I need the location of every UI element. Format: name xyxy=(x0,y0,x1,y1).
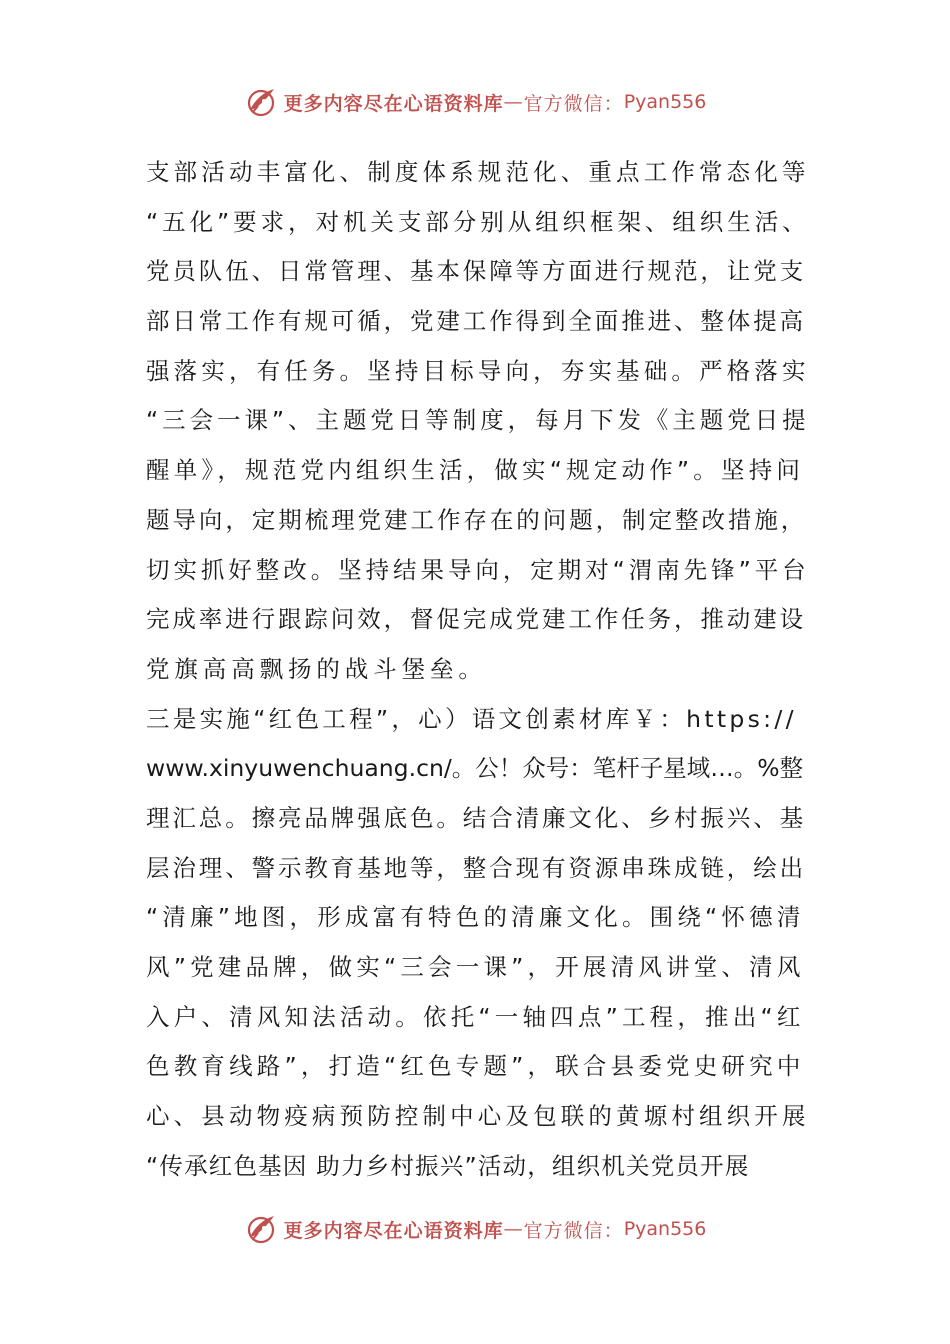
watermark-brand: 更多内容尽在心语资料库 xyxy=(283,92,504,115)
text-line: “五化”要求，对机关支部分别从组织框架、组织生活、 xyxy=(146,207,810,236)
watermark-separator: — xyxy=(503,91,524,113)
header-watermark xyxy=(0,82,950,122)
text-line: 党员队伍、日常管理、基本保障等方面进行规范，让党支 xyxy=(146,257,806,286)
text-line: “三会一课”、主题党日等制度，每月下发《主题党日提 xyxy=(146,406,810,435)
pen-nib-circle-icon xyxy=(244,84,280,120)
text-line: 题导向，定期梳理党建工作存在的问题，制定整改措施， xyxy=(146,505,808,534)
footer-watermark xyxy=(0,1209,950,1249)
text-line: 强落实，有任务。坚持目标导向，夯实基础。严格落实 xyxy=(146,356,810,385)
watermark-subtitle: 官方微信： xyxy=(523,1219,624,1242)
text-line: 党旗高高飘扬的战斗堡垒。 xyxy=(146,654,487,683)
text-line: 部日常工作有规可循，党建工作得到全面推进、整体提高 xyxy=(146,307,806,336)
text-line: 色教育线路”，打造“红色专题”，联合县委党史研究中 xyxy=(146,1052,805,1081)
watermark-brand: 更多内容尽在心语资料库 xyxy=(283,1219,504,1242)
watermark-wechat-id: Pyan556 xyxy=(623,91,707,113)
text-line: 切实抓好整改。坚持结果导向，定期对“渭南先锋”平台 xyxy=(146,555,810,584)
watermark-subtitle: 官方微信： xyxy=(523,92,624,115)
text-line: “清廉”地图，形成富有特色的清廉文化。围绕“怀德清 xyxy=(146,903,805,932)
text-line: 层治理、警示教育基地等，整合现有资源串珠成链，绘出 xyxy=(146,853,806,882)
text-line: “传承红色基因 助力乡村振兴”活动，组织机关党员开展 xyxy=(146,1151,750,1180)
body-text xyxy=(146,148,810,1191)
text-line: 理汇总。擦亮品牌强底色。结合清廉文化、乡村振兴、基 xyxy=(146,803,806,832)
text-line: 完成率进行跟踪问效，督促完成党建工作任务，推动建设 xyxy=(146,605,806,634)
text-line: 三是实施“红色工程”，心）语文创素材库￥：https:// xyxy=(146,704,797,733)
pen-nib-circle-icon xyxy=(244,1211,280,1247)
text-line: www.xinyuwenchuang.cn/。公！众号：笔杆子星域…。%整 xyxy=(146,754,804,783)
text-line: 风”党建品牌，做实“三会一课”，开展清风讲堂、清风 xyxy=(146,953,805,981)
watermark-wechat-id: Pyan556 xyxy=(623,1218,707,1240)
text-line: 心、县动物疫病预防控制中心及包联的黄塬村组织开展 xyxy=(146,1102,810,1131)
text-line: 入户、清风知法活动。依托“一轴四点”工程，推出“红 xyxy=(146,1002,805,1031)
watermark-separator: — xyxy=(503,1218,524,1240)
text-line: 支部活动丰富化、制度体系规范化、重点工作常态化等 xyxy=(146,158,810,186)
text-line: 醒单》，规范党内组织生活，做实“规定动作”。坚持问 xyxy=(146,456,805,485)
